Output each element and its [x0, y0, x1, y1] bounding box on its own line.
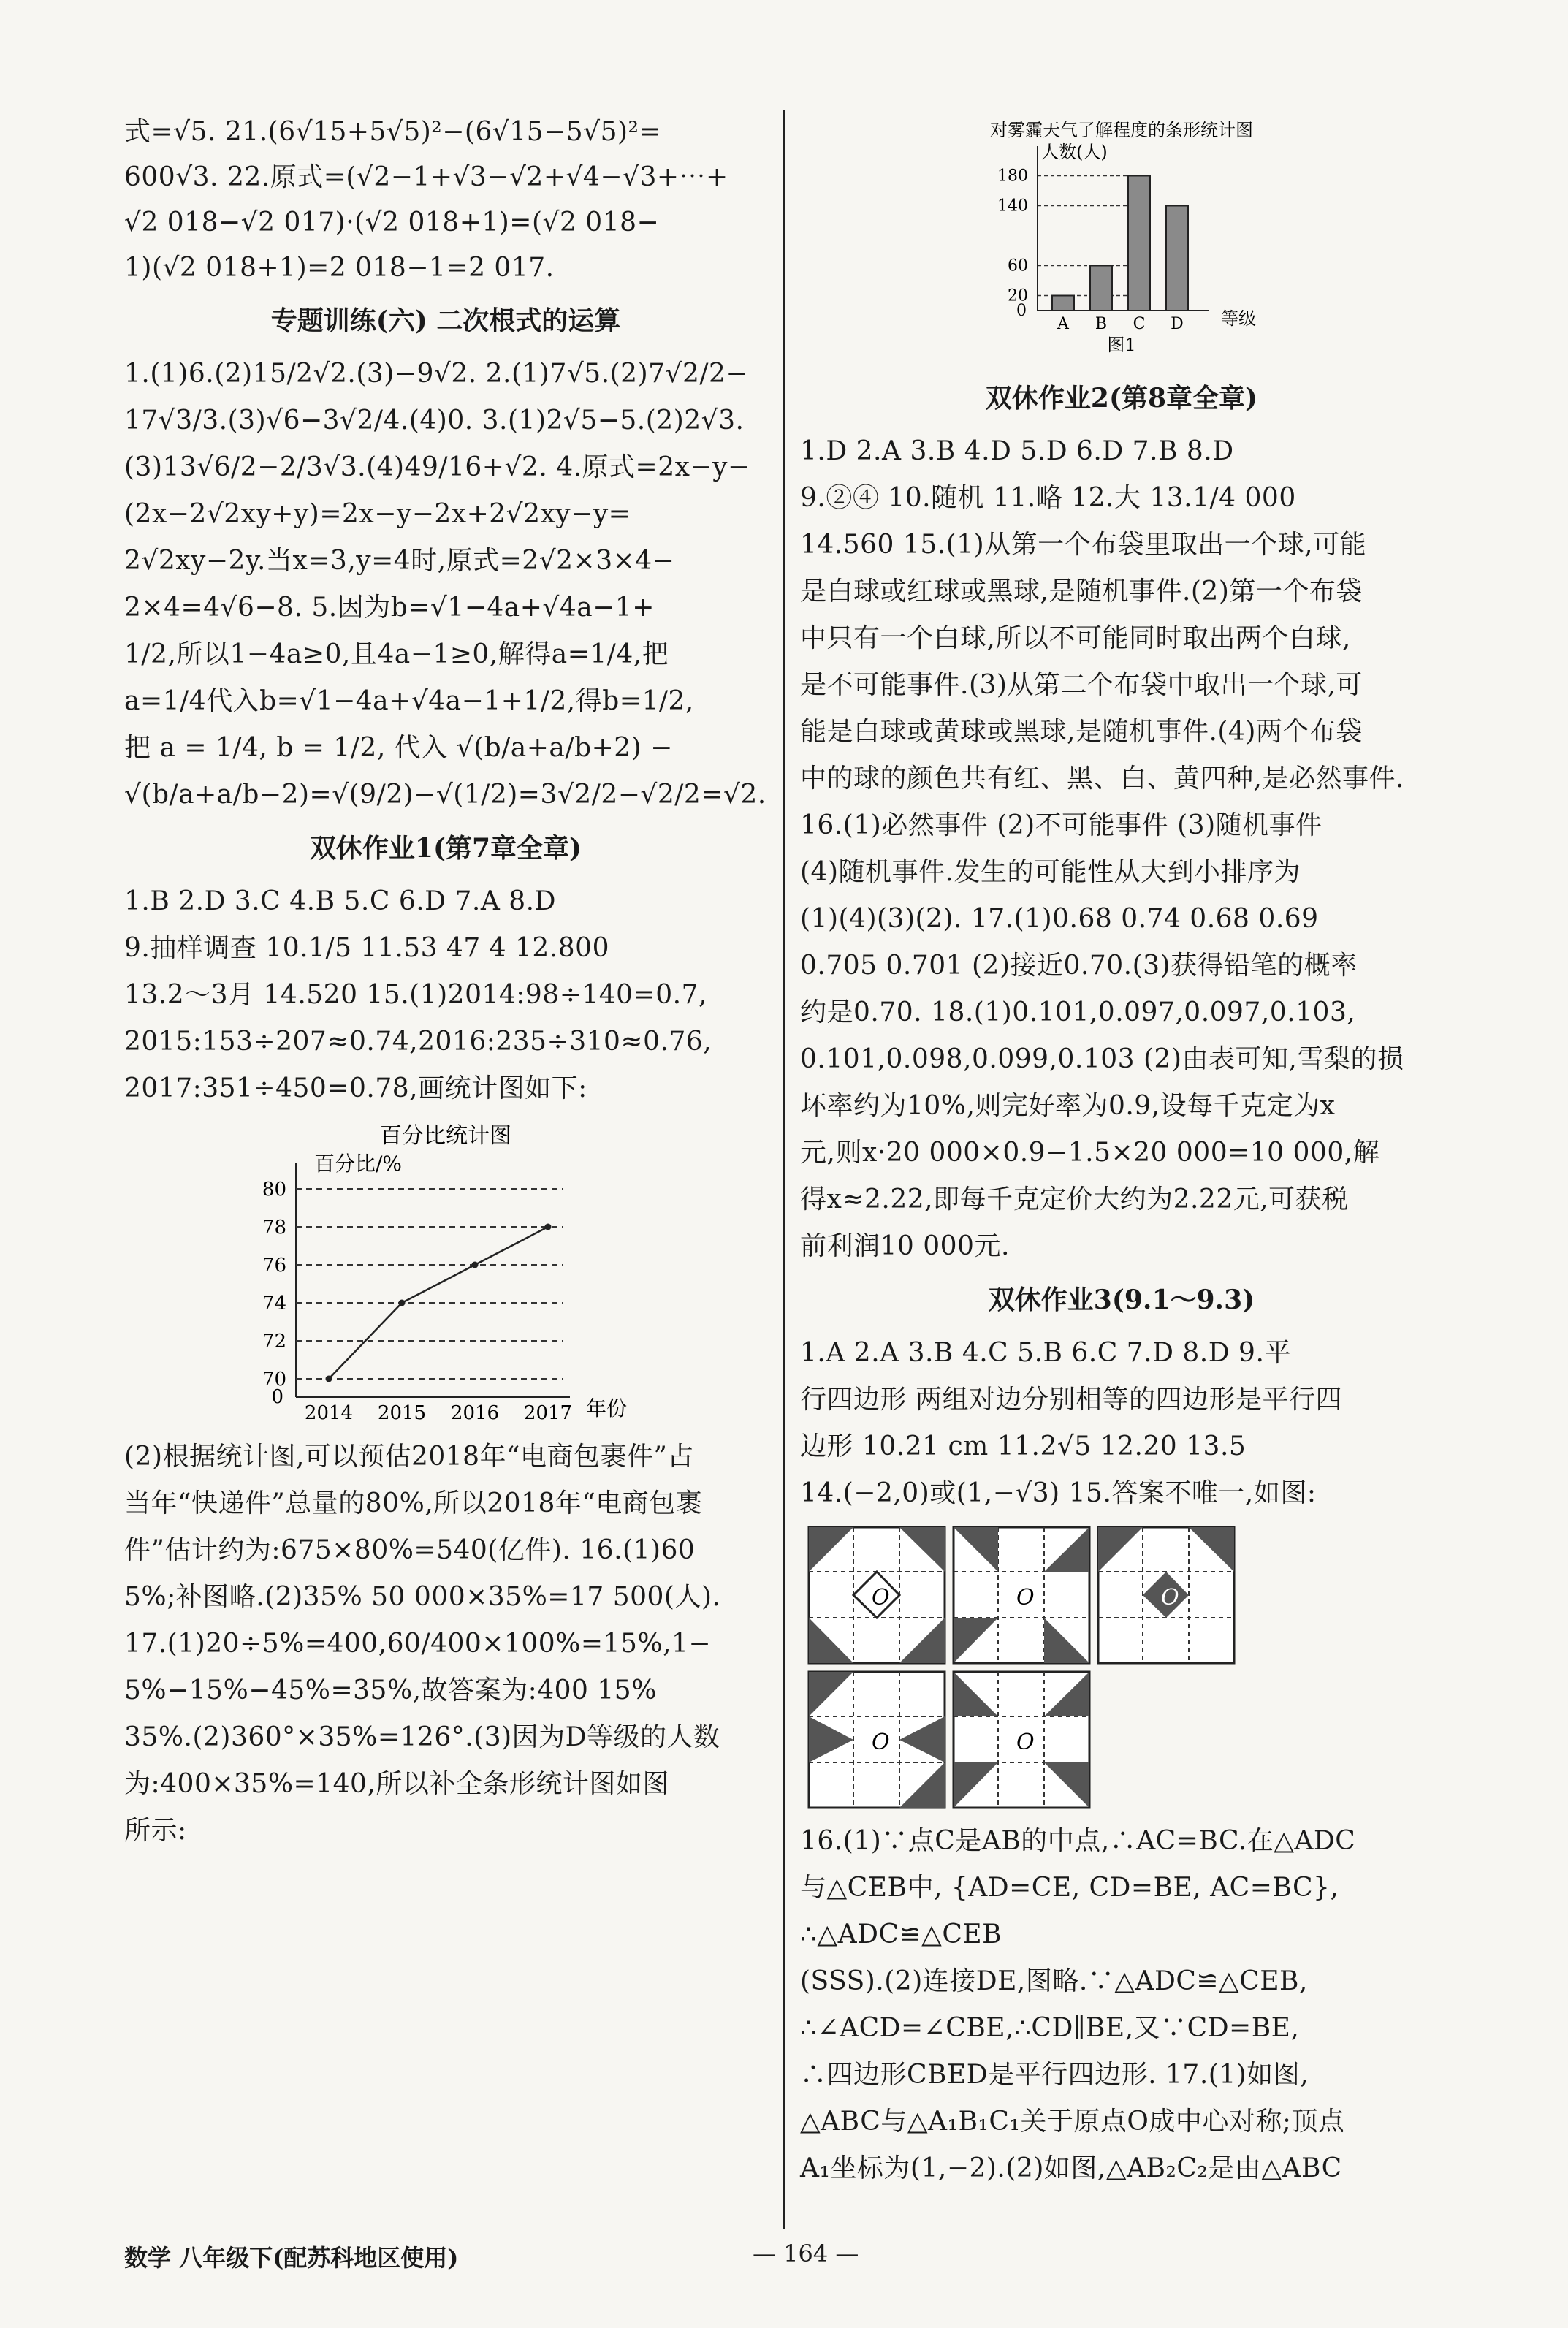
text-line: a=1/4代入b=√1−4a+√4a−1+1/2,得b=1/2, [124, 686, 694, 716]
section-title: 双休作业3(9.1～9.3) [988, 1285, 1255, 1315]
text-line: 1.A 2.A 3.B 4.C 5.B 6.C 7.D 8.D 9.平 [800, 1338, 1291, 1368]
origin-label: O [872, 1730, 890, 1755]
text-line: 与△CEB中, {AD=CE, CD=BE, AC=BC}, ∴△ADC≌△CEB [800, 1873, 1339, 1949]
x-tick-label: 2016 [450, 1402, 500, 1424]
text-line: 为:400×35%=140,所以补全条形统计图如图 [124, 1769, 669, 1799]
section-title: 专题训练(六) 二次根式的运算 [270, 305, 621, 336]
text-line: 1/2,所以1−4a≥0,且4a−1≥0,解得a=1/4,把 [124, 639, 669, 669]
y-tick-label: 74 [262, 1293, 286, 1315]
section-title: 双休作业2(第8章全章) [985, 383, 1258, 414]
data-point [399, 1300, 406, 1306]
x-axis-label: 年份 [585, 1396, 628, 1420]
data-point [326, 1376, 332, 1382]
text-line: 14.560 15.(1)从第一个布袋里取出一个球,可能 [800, 530, 1367, 560]
grid-figure-3 [1097, 1526, 1236, 1665]
origin-label: O [1016, 1585, 1035, 1610]
text-line: 1.(1)6.(2)15/2√2.(3)−9√2. 2.(1)7√5.(2)7√2/2− [124, 359, 749, 389]
y-tick-label: 70 [262, 1369, 286, 1391]
text-line: 得x≈2.22,即每千克定价大约为2.22元,可获税 [800, 1184, 1349, 1214]
text-line: √(b/a+a/b−2)=√(9/2)−√(1/2)=3√2/2−√2/2=√2. [124, 780, 766, 810]
y-tick-label: 72 [262, 1331, 286, 1353]
text-line: ∴四边形CBED是平行四边形. 17.(1)如图, [800, 2060, 1309, 2090]
grid-figure-4 [807, 1670, 946, 1809]
section-title: 双休作业1(第7章全章) [309, 833, 582, 864]
page-number: — 164 — [753, 2240, 859, 2267]
chart-title: 对雾霾天气了解程度的条形统计图 [990, 120, 1253, 140]
text-line: A₁坐标为(1,−2).(2)如图,△AB₂C₂是由△ABC [800, 2153, 1342, 2183]
symmetry-figures [807, 1526, 1275, 1809]
x-tick-label: D [1171, 315, 1184, 333]
text-line: 17√3/3.(3)√6−3√2/4.(4)0. 3.(1)2√5−5.(2)2√3. [124, 406, 745, 435]
origin-label: O [1016, 1730, 1035, 1755]
text-line: (2)根据统计图,可以预估2018年“电商包裹件”占 [124, 1442, 694, 1472]
bar [1090, 266, 1112, 311]
y-tick-label: 80 [262, 1179, 286, 1201]
text-line: 1)(√2 018+1)=2 018−1=2 017. [124, 253, 555, 283]
y-tick-label: 20 [1008, 286, 1028, 305]
text-line: 把 a = 1/4, b = 1/2, 代入 √(b/a+a/b+2) − [124, 733, 673, 763]
text-line: (1)(4)(3)(2). 17.(1)0.68 0.74 0.68 0.69 [800, 904, 1319, 934]
text-line: 件”估计约为:675×80%=540(亿件). 16.(1)60 [124, 1535, 696, 1565]
y-tick-label: 76 [262, 1255, 286, 1277]
grid-figure-2 [952, 1526, 1091, 1665]
text-line: △ABC与△A₁B₁C₁关于原点O成中心对称;顶点 [800, 2107, 1345, 2137]
text-line: 是不可能事件.(3)从第二个布袋中取出一个球,可 [800, 670, 1363, 700]
x-axis-label: 等级 [1221, 308, 1256, 329]
bar [1052, 296, 1074, 311]
text-line: (4)随机事件.发生的可能性从大到小排序为 [800, 857, 1301, 887]
awareness-bar-chart [932, 117, 1312, 365]
text-line: 5%;补图略.(2)35% 50 000×35%=17 500(人). [124, 1582, 721, 1612]
text-line: 前利润10 000元. [800, 1231, 1010, 1261]
x-tick-label: A [1057, 315, 1069, 333]
text-line: 13.2～3月 14.520 15.(1)2014:98÷140=0.7, [124, 980, 707, 1010]
bar [1166, 206, 1188, 311]
percent-line-chart [227, 1119, 665, 1426]
text-line: 当年“快递件”总量的80%,所以2018年“电商包裹 [124, 1488, 703, 1518]
data-point [472, 1262, 479, 1268]
chart-title: 百分比统计图 [380, 1123, 511, 1149]
text-line: 中只有一个白球,所以不可能同时取出两个白球, [800, 623, 1351, 653]
footer-subject: 数学 八年级下(配苏科地区使用) [124, 2244, 459, 2272]
text-line: 2017:351÷450=0.78,画统计图如下: [124, 1073, 587, 1103]
x-tick-label: 2015 [377, 1402, 427, 1424]
text-line: 14.(−2,0)或(1,−√3) 15.答案不唯一,如图: [800, 1478, 1317, 1508]
y-axis-label: 百分比/% [314, 1152, 403, 1176]
text-line: 边形 10.21 cm 11.2√5 12.20 13.5 [800, 1431, 1247, 1461]
text-line: 35%.(2)360°×35%=126°.(3)因为D等级的人数 [124, 1722, 720, 1752]
origin-label: O [1161, 1585, 1179, 1610]
left-column [124, 110, 767, 1855]
text-line: 所示: [124, 1816, 187, 1846]
text-line: 17.(1)20÷5%=400,60/400×100%=15%,1− [124, 1629, 712, 1659]
text-line: 0.705 0.701 (2)接近0.70.(3)获得铅笔的概率 [800, 951, 1358, 981]
text-line: 9.抽样调查 10.1/5 11.53 47 4 12.800 [124, 933, 609, 963]
text-line: 5%−15%−45%=35%,故答案为:400 15% [124, 1675, 657, 1705]
text-line: 是白球或红球或黑球,是随机事件.(2)第一个布袋 [800, 577, 1363, 606]
data-point [545, 1224, 552, 1230]
text-line: ∴∠ACD=∠CBE,∴CD∥BE,又∵CD=BE, [800, 2013, 1300, 2043]
text-line: 约是0.70. 18.(1)0.101,0.097,0.097,0.103, [800, 997, 1356, 1027]
text-line: 元,则x·20 000×0.9−1.5×20 000=10 000,解 [800, 1138, 1380, 1168]
y-tick-label: 78 [262, 1217, 286, 1239]
figure-caption: 图1 [1107, 335, 1136, 355]
text-line: 中的球的颜色共有红、黑、白、黄四种,是必然事件. [800, 764, 1404, 794]
grid-figure-5 [952, 1670, 1091, 1809]
text-line: 16.(1)必然事件 (2)不可能事件 (3)随机事件 [800, 810, 1322, 840]
text-line: 0.101,0.098,0.099,0.103 (2)由表可知,雪梨的损 [800, 1044, 1404, 1074]
x-tick-label: C [1133, 315, 1146, 333]
y-axis-label: 人数(人) [1041, 142, 1108, 162]
y-tick-label: 60 [1008, 256, 1028, 275]
right-column [800, 110, 1443, 2192]
text-line: 1.B 2.D 3.C 4.B 5.C 6.D 7.A 8.D [124, 886, 556, 916]
text-line: 行四边形 两组对边分别相等的四边形是平行四 [800, 1385, 1342, 1415]
text-line: 2√2xy−2y.当x=3,y=4时,原式=2√2×3×4− [124, 546, 675, 576]
text-line: 16.(1)∵点C是AB的中点,∴AC=BC.在△ADC [800, 1826, 1356, 1856]
origin-label: 0 [1016, 302, 1027, 320]
x-tick-label: B [1095, 315, 1108, 333]
y-tick-label: 140 [997, 197, 1028, 216]
text-line: (SSS).(2)连接DE,图略.∵△ADC≌△CEB, [800, 1966, 1308, 1996]
page-footer [124, 2240, 1447, 2273]
text-line: 式=√5. 21.(6√15+5√5)²−(6√15−5√5)²= [124, 117, 662, 147]
text-line: 2015:153÷207≈0.74,2016:235÷310≈0.76, [124, 1027, 712, 1057]
text-line: 1.D 2.A 3.B 4.D 5.D 6.D 7.B 8.D [800, 436, 1234, 466]
x-tick-label: 2017 [523, 1402, 573, 1424]
text-line: 能是白球或黄球或黑球,是随机事件.(4)两个布袋 [800, 717, 1363, 747]
text-line: 2×4=4√6−8. 5.因为b=√1−4a+√4a−1+ [124, 593, 655, 623]
text-line: (2x−2√2xy+y)=2x−y−2x+2√2xy−y= [124, 499, 631, 529]
x-tick-label: 2014 [304, 1402, 354, 1424]
grid-figure-1 [807, 1526, 946, 1665]
bar [1128, 176, 1150, 311]
text-line: √2 018−√2 017)·(√2 018+1)=(√2 018− [124, 208, 660, 237]
text-line: (3)13√6/2−2/3√3.(4)49/16+√2. 4.原式=2x−y− [124, 452, 750, 482]
text-line: 9.②④ 10.随机 11.略 12.大 13.1/4 000 [800, 483, 1296, 513]
text-line: 600√3. 22.原式=(√2−1+√3−√2+√4−√3+⋯+ [124, 162, 728, 192]
origin-label: 0 [271, 1386, 283, 1408]
column-divider [783, 110, 785, 2229]
text-line: 坏率约为10%,则完好率为0.9,设每千克定为x [800, 1091, 1336, 1121]
y-tick-label: 180 [997, 167, 1028, 186]
origin-label: O [872, 1585, 890, 1610]
